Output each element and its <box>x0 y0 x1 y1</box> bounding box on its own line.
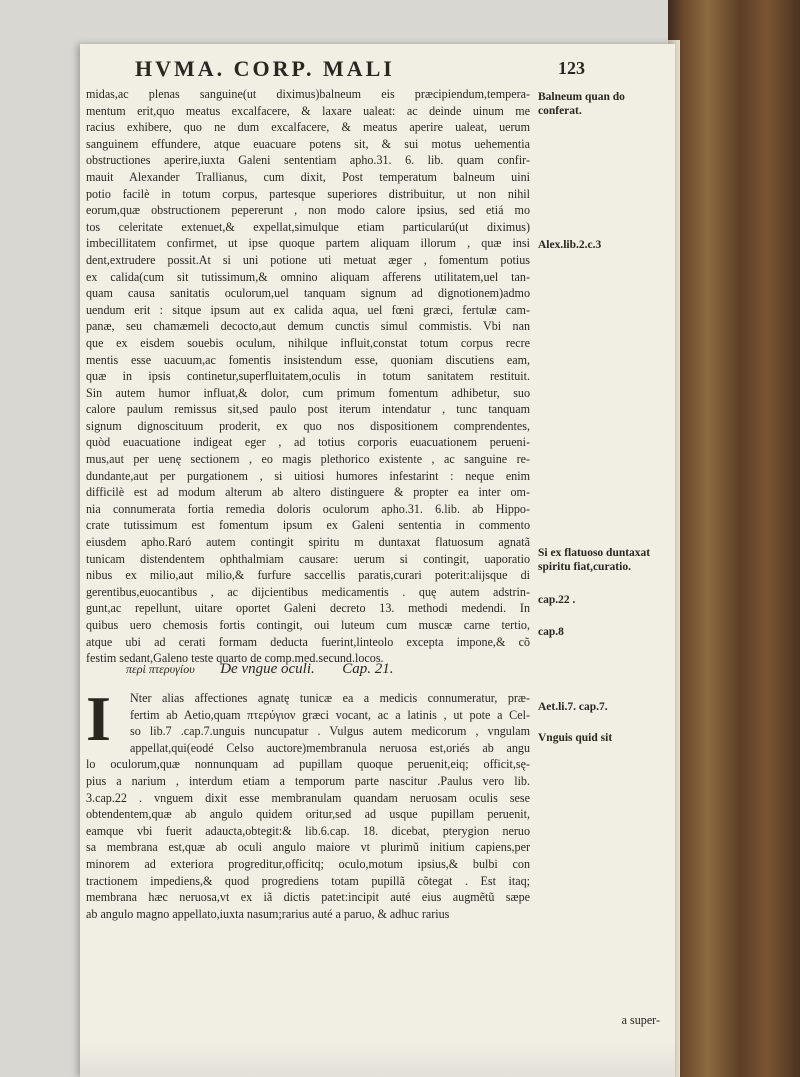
drop-capital: I <box>86 683 111 754</box>
text-line: panæ, seu chamæmeli decocto,aut demum cunctis simul commistis. Vbi nan <box>86 319 530 334</box>
text-line: 3.cap.22 . vnguem dixit esse membranulam quandam neruosam oculis sese <box>86 790 530 805</box>
text-line: obstructiones aperire,iuxta Galeni sententiam apho.31. 6. lib. quam confir- <box>86 153 530 168</box>
text-line: racius exhibere, quo ne dum excalfacere, & meatus aperire ualeat, uerum <box>86 120 530 135</box>
text-line: difficilè est ad modum alterum ab altero distinguere & propter ea inter om- <box>86 485 530 500</box>
running-head <box>135 56 585 82</box>
text-line: mentis esse uacuum,ac fomentis insistendum esse, quoniam discutiens eam, <box>86 352 530 367</box>
margin-note-flatuoso: Si ex flatuoso duntaxat spiritu fiat,curatio. <box>538 547 651 573</box>
text-line: midas,ac plenas sanguine(ut diximus)balneum eis præcipiendum,tempera- <box>86 87 530 101</box>
text-line: gerentibus,euocantibus , ac dijcientibus medicamentis . quę autem adstrin- <box>86 584 530 599</box>
text-line: quòd euacuatione indigeat eger , ad totius corporis euacuationem perueni- <box>86 435 530 450</box>
text-line: quibus uero chemosis fortis contingit, oui luteum cum muscæ carne tertio, <box>86 618 530 632</box>
text-line: atque ubi ad cerati formam deducta fuerint,linteolo excepta impone,& cõ <box>86 634 530 649</box>
text-line: eorum,quæ obstructionem pepererunt , non modo calore ipsius, sed etiá mo <box>86 203 530 218</box>
heading-greek: περὶ πτερυγίου <box>126 662 195 676</box>
heading-latin: De vngue oculi. <box>220 661 315 677</box>
text-line: calore paulum remissus sit,sed paulo post iterum intendatur , tunc tanquam <box>86 402 530 417</box>
text-line: appellat,qui(eodé Celso auctore)membranula neruosa est,oriés ab angu <box>130 740 530 755</box>
text-line: dundante,aut per purgationem , si uitiosi humores infestarint : neque enim <box>86 468 530 483</box>
text-line: gunt,ac repellunt, uitare oportet Galeni decreto 13. methodi medendi. In <box>86 601 530 616</box>
page-number: 123 <box>558 58 585 78</box>
text-line: dent,extrudere possit.At si uni potione uti metuat æger , fomentum potius <box>86 252 530 267</box>
text-line: tractionem impediens,& quod progrediens totam pupillã cõtegat . Est itaq; <box>86 873 530 888</box>
text-line: signum dignoscituum proderit, ex quo nos dispositionem comprendentes, <box>86 418 530 433</box>
margin-note-aet: Aet.li.7. cap.7. <box>538 701 608 713</box>
text-line: tunicam distendentem ophthalmiam causare: uerum si contingit, uaporatio <box>86 551 530 566</box>
margin-note-vnguis: Vnguis quid sit <box>538 732 613 744</box>
text-line: uendum erit : sitque ipsum aut ex calida aqua, uel fœni græci, fertulæ cam- <box>86 302 530 317</box>
text-line: lo oculorum,quæ nonnunquam ad pupillam quoque peruenit,eiq; officit,sę- <box>86 757 530 772</box>
page-shadow <box>80 1040 675 1077</box>
paragraph-1 <box>86 86 530 667</box>
text-line: Nter alias affectiones agnatę tunicæ ea a medicis connumeratur, præ- <box>130 691 530 705</box>
margin-note-balneum: Balneum quan do conferat. <box>538 91 625 117</box>
text-line: potio facilè in totum corpus, partesque superiores distribuitur, ut non nihil <box>86 186 530 201</box>
text-line: quam causa sanitatis oculorum,uel tanquam signum ad dignotionem)admo <box>86 286 530 301</box>
text-line: imbecillitatem confirmet, ut ipse quoque partem aliquam illorum , quæ insi <box>86 236 530 251</box>
text-line: Sin autem humor influat,& dolor, cum primum fomentum adhibetur, suo <box>86 385 530 400</box>
text-line: sa membrana est,quæ ab oculi angulo maiore vt plurimũ initium capiens,per <box>86 840 530 855</box>
paragraph-2 <box>86 683 530 922</box>
text-line: mauit Alexander Trallianus, cum dixit, Post temperatum balneum uini <box>86 169 530 184</box>
text-line: membrana hæc neruosa,vt ex iã dictis patet:incipit auté eius augmẽtũ sæpe <box>86 890 530 905</box>
text-line: quæ in ipsis continetur,superfluitatem,oculis in totum sanitatem restituit. <box>86 369 530 384</box>
text-line: obtendentem,quæ ab angulo quidem oritur,sed ad usque pupillam peruenit, <box>86 807 530 822</box>
text-line: minorem ad exteriora progreditur,officitq; oculo,motum ipsius,& bulbi con <box>86 856 530 871</box>
margin-note-cap22: cap.22 . <box>538 594 576 606</box>
text-line: mus,aut per uenę sectionem , eo magis plethorico existente , ac sanguine re- <box>86 452 530 467</box>
text-line: crate tutissimum est fomentum ipsum ex Galeni sententia in commento <box>86 518 530 533</box>
text-line: mentum erit,quo meatus excalfacere, & laxare ualeat: ac deinde uinum me <box>86 103 530 118</box>
running-title: HVMA. CORP. MALI <box>135 56 395 81</box>
book-spine <box>668 0 800 1077</box>
heading-chapter-number: Cap. 21. <box>342 661 394 677</box>
text-line: eiusdem apho.Raró autem contingit spiritu m duntaxat flatuosum agnatã <box>86 535 530 550</box>
text-line: pius a narium , interdum etiam a temporum parte nascitur .Paulus vero lib. <box>86 773 530 788</box>
text-line: tos celeritate extenuet,& expellat,simulque etiam particularú(ut diximus) <box>86 219 530 234</box>
text-line: nia connumerata fortia remedia doloris oculorum apho.31. 6.lib. ab Hippo- <box>86 501 530 516</box>
catchword: a super- <box>621 1013 660 1027</box>
text-line: so lib.7 .cap.7.unguis nuncupatur . Vulgus autem medicorum , vngulam <box>130 724 530 739</box>
text-line: festim sedant,Galeno teste quarto de comp.med.secund.locos. <box>86 651 384 666</box>
text-line: eamque vbi fuerit adaucta,obtegit:& lib.6.cap. 18. dicebat, pterygion neruo <box>86 823 530 838</box>
text-line: ex calida(cum sit tutissimum,& omnino aliquam afferens utilitatem,uel tan- <box>86 269 530 284</box>
chapter-heading <box>126 661 526 678</box>
text-line: que ex eisdem souebis oculum, nihilque influit,constat totum corpus recre <box>86 335 530 350</box>
text-line: sanguinem effundere, atque euacuare potens sit, & sui motus uehementia <box>86 136 530 151</box>
text-line: nibus ex milio,aut milio,& furfure saccellis paratis,curari poterit:alijsque di <box>86 568 530 583</box>
margin-note-alex: Alex.lib.2.c.3 <box>538 239 602 251</box>
margin-note-cap8: cap.8 <box>538 626 564 638</box>
text-line: fertim ab Aetio,quam πτερύγιον græci vocant, ac a latinis , ut pote a Cel- <box>130 707 530 722</box>
text-line: ab angulo magno appellato,iuxta nasum;rarius auté a paruo, & adhuc rarius <box>86 906 450 921</box>
